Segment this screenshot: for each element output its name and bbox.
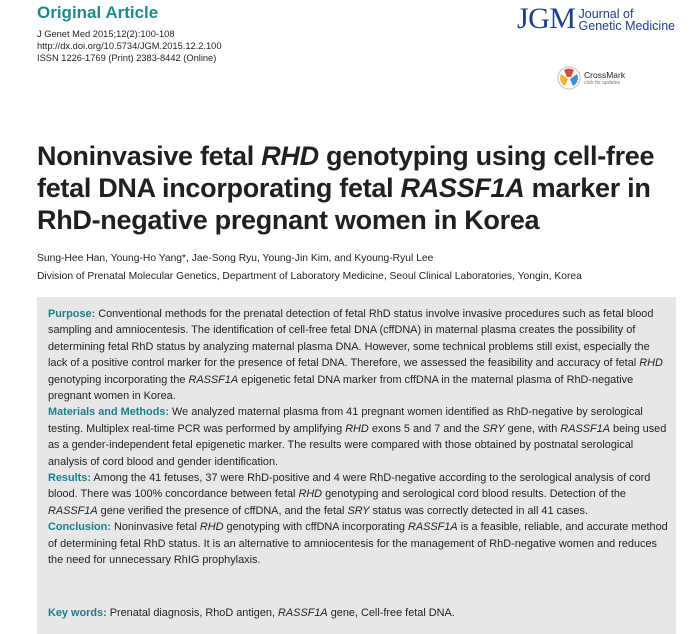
keywords-label: Key words:: [48, 607, 107, 619]
citation-block: [37, 28, 222, 64]
abstract-conclusion: [48, 519, 669, 568]
gene-name: RHD: [639, 357, 663, 370]
gene-name: RASSF1A: [278, 607, 328, 619]
gene-name: RASSF1A: [560, 422, 610, 435]
section-text: Noninvasive fetal: [110, 521, 200, 534]
issn: ISSN 1226-1769 (Print) 2383-8442 (Online): [37, 53, 217, 63]
title-gene: RHD: [261, 141, 319, 171]
author-list: Sung-Hee Han, Young-Ho Yang*, Jae-Song Ryu, Young-Jin Kim, and Kyoung-Ryul Lee: [37, 253, 434, 264]
section-text: genotyping incorporating the: [48, 373, 189, 386]
section-text: We analyzed maternal plasma from 41 pregnant women identified as RhD-negative by serological testing. Multiplex real-time PCR was performed by amplifying: [48, 406, 643, 435]
journal-name-line1: Journal of: [578, 7, 634, 21]
journal-name-line2: Genetic Medicine: [578, 19, 676, 33]
journal-name: [579, 8, 676, 32]
abstract-results: [48, 470, 669, 519]
section-label: Conclusion:: [48, 521, 111, 534]
abstract-purpose: [48, 306, 669, 404]
affiliation: Division of Prenatal Molecular Genetics, Department of Laboratory Medicine, Seoul Clinical Laboratories, Yongin, Korea: [37, 271, 582, 282]
article-header: [37, 2, 222, 64]
section-text: Among the 41 fetuses, 37 were RhD-positive and 4 were RhD-negative according to the serological analysis of cord blood. There was 100% concordance between fetal: [48, 472, 651, 501]
gene-name: SRY: [347, 504, 370, 517]
journal-logo[interactable]: [517, 4, 675, 34]
title-part: Noninvasive fetal: [37, 141, 262, 171]
gene-name: RASSF1A: [48, 504, 98, 517]
section-text: gene, with: [504, 422, 561, 435]
doi-link[interactable]: http://dx.doi.org/10.5734/JGM.2015.12.2.100: [37, 41, 222, 51]
section-label: Materials and Methods:: [48, 406, 170, 419]
article-type: Original Article: [37, 3, 159, 22]
crossmark-subtitle: click for updates: [584, 79, 621, 86]
gene-name: RASSF1A: [188, 373, 239, 386]
citation: J Genet Med 2015;12(2):100-108: [37, 29, 175, 39]
gene-name: RHD: [199, 521, 224, 534]
abstract: [48, 306, 669, 569]
title-part: marker in RhD-negative pregnant women in Korea: [37, 173, 651, 235]
keywords-text: Prenatal diagnosis, RhoD antigen,: [106, 607, 279, 619]
keywords: [48, 605, 669, 621]
journal-mark: JGM: [517, 2, 576, 35]
gene-name: SRY: [482, 422, 505, 435]
keywords-text: gene, Cell-free fetal DNA.: [327, 607, 455, 619]
section-text: genotyping with cffDNA incorporating: [223, 521, 408, 534]
crossmark-title: CrossMark: [584, 69, 626, 80]
crossmark-badge[interactable]: [557, 66, 625, 90]
title-gene: RASSF1A: [400, 173, 525, 203]
section-label: Purpose:: [48, 308, 96, 320]
crossmark-icon: [557, 66, 581, 90]
section-text: is a feasible, reliable, and accurate method of determining fetal RhD status. It is an alternative to amniocentesis for the management of RhD-negative women and reduces the need for unnecessary RhIG prophylaxis.: [48, 521, 668, 567]
section-text: status was correctly detected in all 41 cases.: [369, 504, 589, 517]
section-label: Results:: [48, 472, 91, 485]
section-text: epigenetic fetal DNA marker from cffDNA in the maternal plasma of RhD-negative pregnant women in Korea.: [48, 373, 634, 403]
gene-name: RHD: [298, 488, 323, 501]
section-text: being used as a gender-independent fetal epigenetic marker. The results were compared with those obtained by postnatal serological analysis of cord blood and gender identification.: [48, 422, 667, 468]
gene-name: RASSF1A: [407, 521, 458, 534]
section-text: Conventional methods for the prenatal detection of fetal RhD status involve invasive procedures such as fetal blood sampling and amniocentesis. The identification of cell-free fetal DNA (cffDNA) in maternal plasma creates the possibility of determining fetal RhD status by analyzing maternal plasma DNA. However, some technical problems still exist, especially the lack of a positive control marker for the presence of fetal DNA. Therefore, we assessed the feasibility and accuracy of fetal: [48, 308, 654, 370]
section-text: gene verified the presence of cffDNA, and the fetal: [97, 504, 348, 517]
section-text: exons 5 and 7 and the: [368, 422, 483, 435]
section-text: genotyping and serological cord blood results. Detection of the: [322, 488, 626, 501]
title-part: genotyping using cell-free fetal DNA incorporating fetal: [37, 141, 655, 203]
abstract-methods: [48, 404, 669, 470]
gene-name: RHD: [345, 422, 369, 435]
article-title: [37, 140, 677, 236]
